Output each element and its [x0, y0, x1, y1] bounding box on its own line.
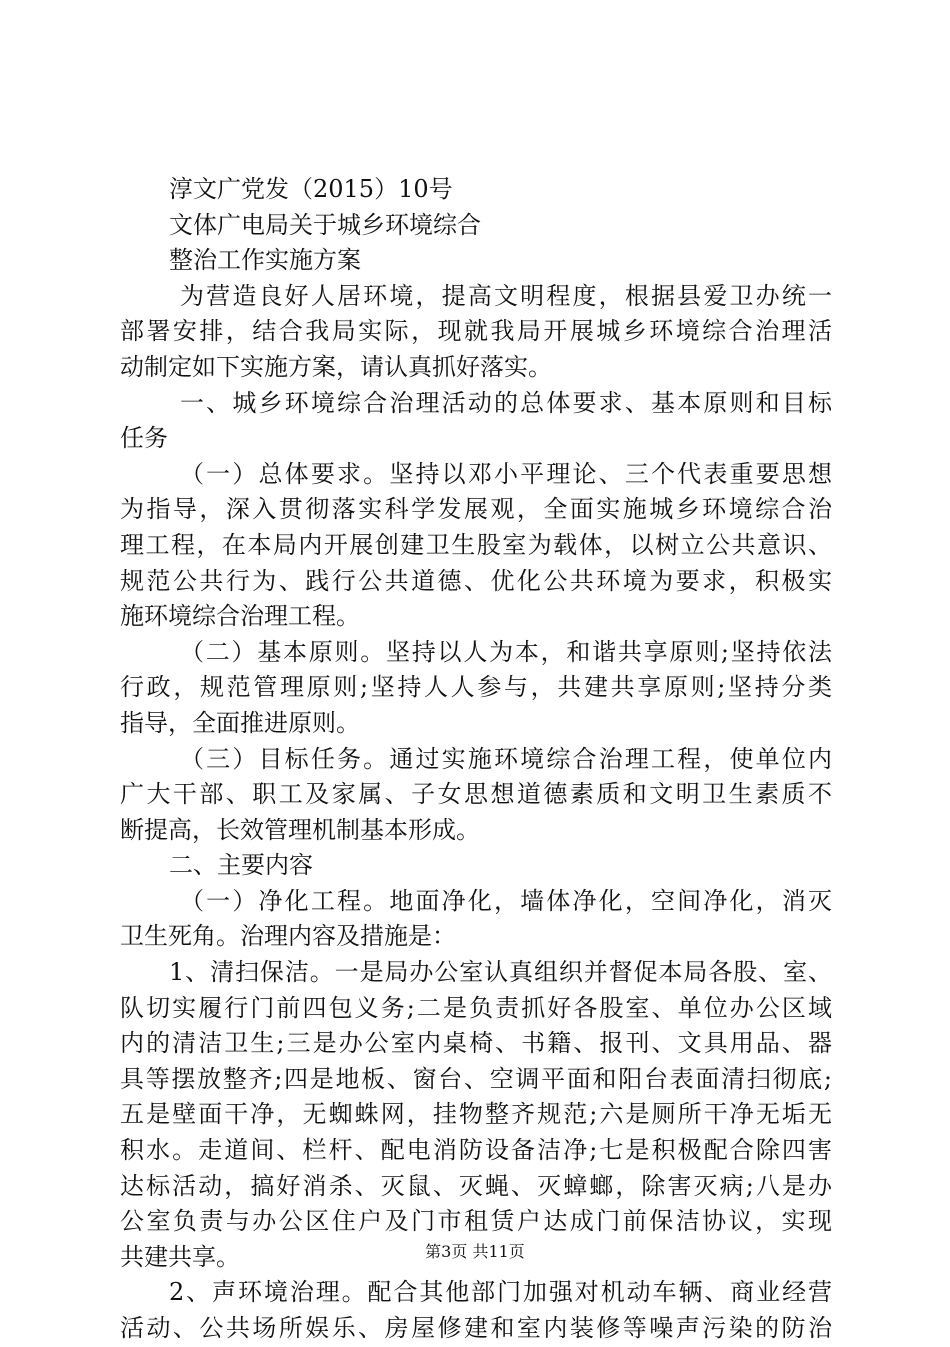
text-line: 动制定如下实施方案，请认真抓好落实。 — [120, 352, 552, 381]
text-line: 共建共享。 — [120, 1242, 240, 1271]
page-footer: 第3页 共11页 — [425, 1242, 525, 1261]
text-line: 理工程，在本局内开展创建卫生股室为载体，以树立公共意识、 — [120, 530, 832, 559]
text-line: 积水。走道间、栏杆、配电消防设备洁净;七是积极配合除四害 — [120, 1136, 832, 1165]
text-line: 任务 — [120, 424, 168, 453]
text-line: 公室负责与办公区住户及门市租赁户达成门前保洁协议，实现 — [120, 1207, 832, 1236]
text-line: （一）总体要求。坚持以邓小平理论、三个代表重要思想 — [180, 459, 832, 488]
text-line: 活动、公共场所娱乐、房屋修建和室内装修等噪声污染的防治 — [120, 1314, 832, 1342]
text-line: 整治工作实施方案 — [169, 246, 361, 275]
text-line: 规范公共行为、践行公共道德、优化公共环境为要求，积极实 — [120, 566, 832, 595]
document-body — [120, 172, 832, 1347]
text-line: 部署安排，结合我局实际，现就我局开展城乡环境综合治理活 — [120, 317, 832, 346]
text-line: 1、清扫保洁。一是局办公室认真组织并督促本局各股、室、 — [169, 958, 832, 987]
text-line: 指导，全面推进原则。 — [120, 708, 360, 737]
text-line: （一）净化工程。地面净化，墙体净化，空间净化，消灭 — [180, 886, 832, 915]
text-line: 卫生死角。治理内容及措施是： — [120, 922, 456, 951]
text-line: （二）基本原则。坚持以人为本，和谐共享原则;坚持依法 — [180, 637, 832, 666]
text-line: 淳文广党发（2015）10号 — [169, 175, 453, 203]
text-line: 具等摆放整齐;四是地板、窗台、空调平面和阳台表面清扫彻底; — [120, 1064, 832, 1093]
text-line: 达标活动，搞好消杀、灭鼠、灭蝇、灭蟑螂，除害灭病;八是办 — [120, 1171, 832, 1200]
text-line: 施环境综合治理工程。 — [120, 602, 360, 631]
text-line: 内的清洁卫生;三是办公室内桌椅、书籍、报刊、文具用品、器 — [120, 1029, 832, 1058]
text-line: 一、城乡环境综合治理活动的总体要求、基本原则和目标 — [180, 388, 832, 417]
text-line: 队切实履行门前四包义务;二是负责抓好各股室、单位办公区域 — [120, 993, 832, 1022]
text-line: 文体广电局关于城乡环境综合 — [169, 210, 481, 239]
text-line: 五是壁面干净，无蜘蛛网，挂物整齐规范;六是厕所干净无垢无 — [120, 1100, 832, 1129]
text-line: （三）目标任务。通过实施环境综合治理工程，使单位内 — [180, 744, 832, 773]
text-line: 为指导，深入贯彻落实科学发展观，全面实施城乡环境综合治 — [120, 495, 832, 524]
text-line: 行政，规范管理原则;坚持人人参与，共建共享原则;坚持分类 — [120, 673, 832, 702]
text-line: 2、声环境治理。配合其他部门加强对机动车辆、商业经营 — [169, 1278, 832, 1307]
text-line: 广大干部、职工及家属、子女思想道德素质和文明卫生素质不 — [120, 780, 832, 809]
text-line: 断提高，长效管理机制基本形成。 — [120, 815, 480, 844]
text-line: 为营造良好人居环境，提高文明程度，根据县爱卫办统一 — [180, 281, 832, 310]
text-line: 二、主要内容 — [169, 851, 313, 880]
